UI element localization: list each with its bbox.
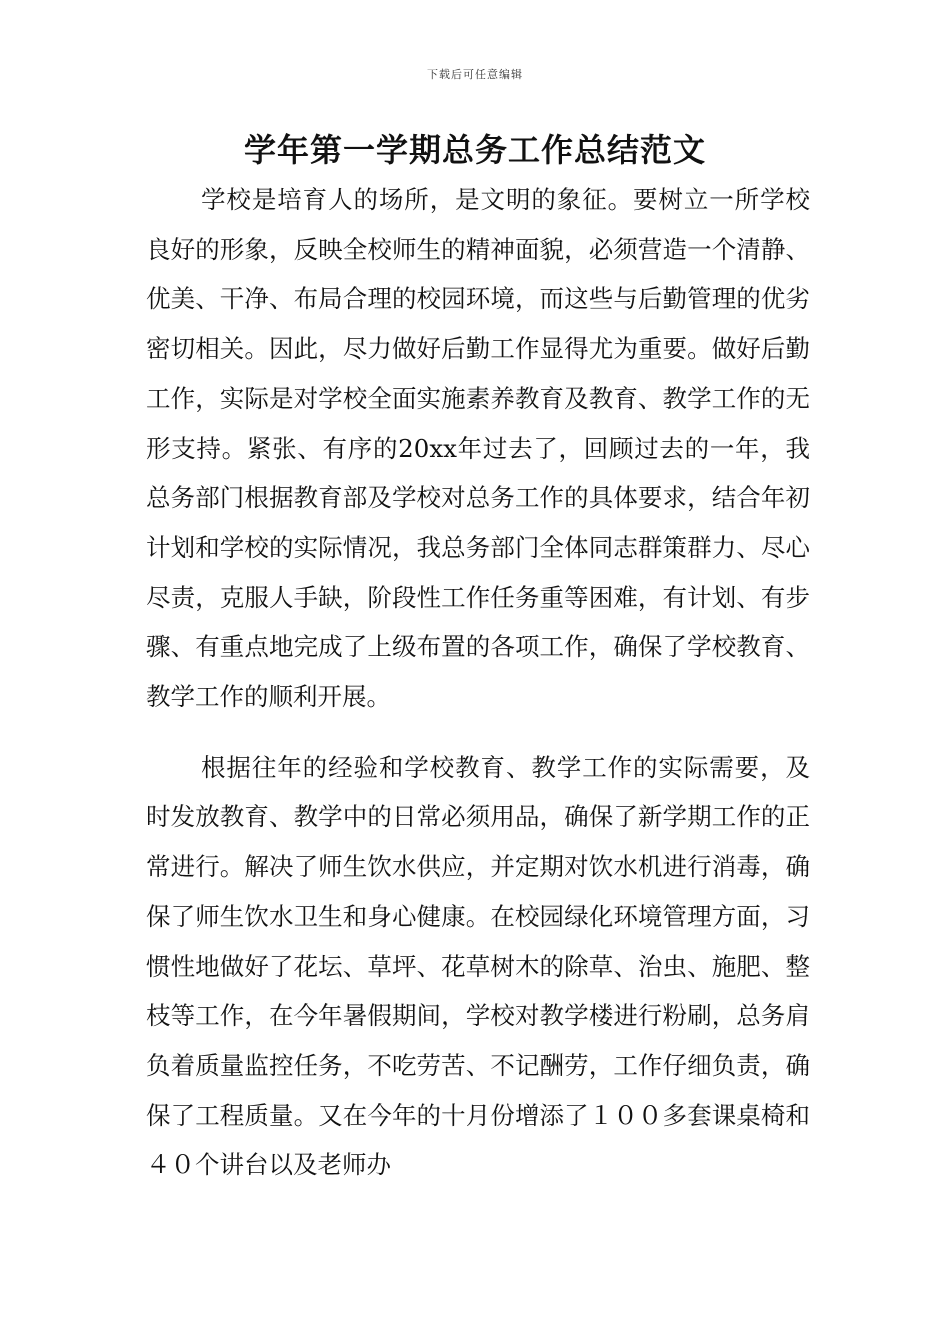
- document-title: 学年第一学期总务工作总结范文: [243, 131, 706, 169]
- header-note: 下载后可任意编辑: [427, 68, 523, 81]
- document-body: [146, 175, 810, 1190]
- paragraph: 学校是培育人的场所，是文明的象征。要树立一所学校良好的形象，反映全校师生的精神面貌，必须营造一个清静、优美、干净、布局合理的校园环境，而这些与后勤管理的优劣密切相关。因此，尽力做好后勤工作显得尤为重要。做好后勤工作，实际是对学校全面实施素养教育及教育、教学工作的无形支持。紧张、有序的20xx年过去了，回顾过去的一年，我总务部门根据教育部及学校对总务工作的具体要求，结合年初计划和学校的实际情况，我总务部门全体同志群策群力、尽心尽责，克服人手缺，阶段性工作任务重等困难，有计划、有步骤、有重点地完成了上级布置的各项工作，确保了学校教育、教学工作的顺利开展。: [146, 185, 810, 712]
- paragraph: 根据往年的经验和学校教育、教学工作的实际需要，及时发放教育、教学中的日常必须用品，确保了新学期工作的正常进行。解决了师生饮水供应，并定期对饮水机进行消毒，确保了师生饮水卫生和身心健康。在校园绿化环境管理方面，习惯性地做好了花坛、草坪、花草树木的除草、治虫、施肥、整枝等工作，在今年暑假期间，学校对教学楼进行粉刷，总务肩负着质量监控任务，不吃劳苦、不记酬劳，工作仔细负责，确保了工程质量。又在今年的十月份增添了１００多套课桌椅和４０个讲台以及老师办: [146, 752, 810, 1180]
